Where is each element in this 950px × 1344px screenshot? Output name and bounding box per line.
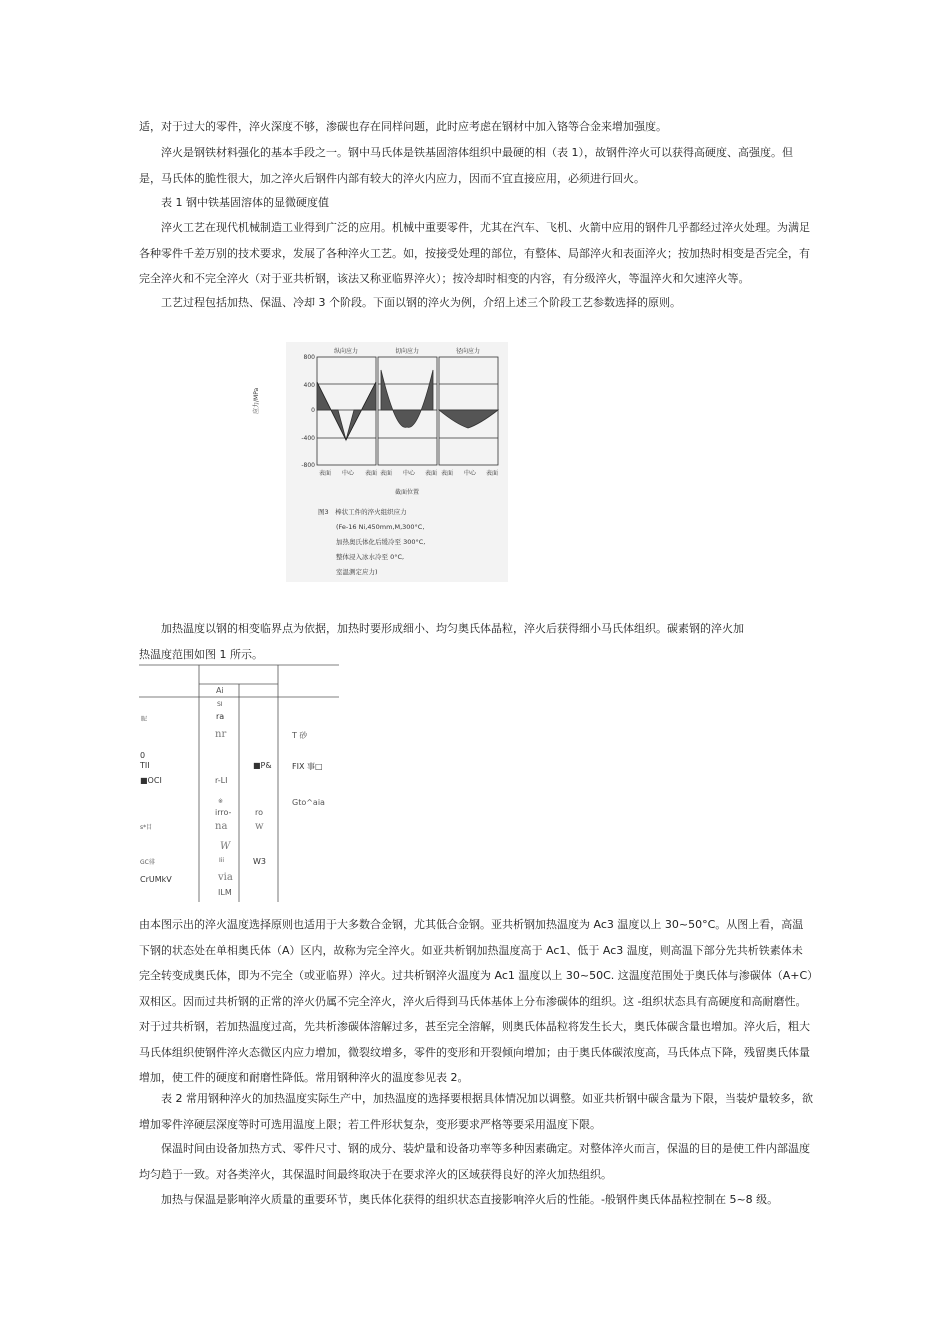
x-axis-label: 截面位置 <box>394 489 420 496</box>
table-cell: GC徘 <box>140 859 155 866</box>
xtick-center-3: 中心 <box>464 470 477 477</box>
table-cell: T 砂 <box>292 731 308 740</box>
table-cell: ILM <box>218 888 232 897</box>
table-cell: r-LI <box>215 776 228 785</box>
xtick-surface-1: 表面 <box>319 470 332 477</box>
figure-caption-2: (Fe-16 Ni,450mm,M,300°C, <box>336 523 425 531</box>
paragraph-2: 淬火是钢铁材料强化的基本手段之一。钢中马氏体是铁基固溶体组织中最硬的相（表 1），故钢件淬火可以获得高硬度、高强度。但是，马氏体的脆性很大，加之淬火后钢件内部有较大的淬火内应力，因而不宜直接应用，必须进行回火。 <box>139 146 793 185</box>
table-cell: SI <box>217 701 223 708</box>
table-cell: ※ <box>218 798 224 805</box>
ytick-0: 0 <box>311 407 315 414</box>
temperature-table <box>139 664 339 902</box>
table-cell: irro- <box>215 808 232 817</box>
paragraph-5a: 加热温度以钢的相变临界点为依据，加热时要形成细小、均匀奥氏体晶粒，淬火后获得细小马氏体组织。碳素钢的淬火加 <box>161 622 744 635</box>
table-cell: ro <box>255 808 264 817</box>
xtick-center-1: 中心 <box>342 470 355 477</box>
figure-caption-4: 整体浸入冰水冷至 0°C, <box>336 553 405 561</box>
panel-title-axial: 纵向应力 <box>333 348 359 355</box>
table-cell: W <box>220 841 231 852</box>
xtick-surface-5: 表面 <box>441 470 454 477</box>
ytick-800: 800 <box>303 354 315 361</box>
ytick-400: 400 <box>303 382 315 389</box>
figure-caption-3: 加热奥氏体化后缓冷至 300°C, <box>336 538 426 546</box>
table-cell: na <box>215 821 228 832</box>
paragraph-1: 适，对于过大的零件，淬火深度不够，渗碳也存在同样问题，此时应考虑在钢材中加入铬等合金来增加强度。 <box>139 120 667 133</box>
figure-caption-5: 室温测定应力) <box>336 568 378 576</box>
paragraph-6: 由本图示出的淬火温度选择原则也适用于大多数合金钢，尤其低合金钢。亚共析钢加热温度为 Ac3 温度以上 30~50°C。从图上看，高温下钢的状态处在单相奥氏体（A）区内，故称为完全淬火。如亚共析钢加热温度高于 Ac1、低于 Ac3 温度，则高温下部分先共析铁素体未完全转变成奥氏体，即为不完全（或亚临界）淬火。过共析钢淬火温度为 Ac1 温度以上 30~50C. 这温度范围处于奥氏体与渗碳体（A+C）双相区。因而过共析钢的正常的淬火仍属不完全淬火，淬火后得到马氏体基体上分布渗碳体的组织。这 -组织状态具有高硬度和高耐磨性。对于过共析钢，若加热温度过高，先共析渗碳体溶解过多，甚至完全溶解，则奥氏体晶粒将发生长大，奥氏体碳含量也增加。淬火后，粗大马氏体组织使钢件淬火态微区内应力增加，微裂纹增多，零件的变形和开裂倾向增加；由于奥氏体碳浓度高，马氏体点下降，残留奥氏体量增加，使工件的硬度和耐磨性降低。常用钢种淬火的温度参见表 2。 <box>139 918 813 1084</box>
paragraph-9: 加热与保温是影响淬火质量的重要环节，奥氏体化获得的组织状态直接影响淬火后的性能。-般钢件奥氏体晶粒控制在 5~8 级。 <box>161 1193 779 1206</box>
table-cell: nr <box>215 729 227 740</box>
paragraph-3: 淬火工艺在现代机械制造工业得到广泛的应用。机械中重要零件，尤其在汽车、飞机、火箭中应用的钢件几乎都经过淬火处理。为满足各种零件千差万别的技术要求，发展了各种淬火工艺。如，按接受处理的部位，有整体、局部淬火和表面淬火；按加热时相变是否完全，有完全淬火和不完全淬火（对于亚共析钢，该法又称亚临界淬火）；按冷却时相变的内容，有分级淬火，等温淬火和欠速淬火等。 <box>139 221 810 285</box>
xtick-surface-3: 表面 <box>380 470 393 477</box>
table1-caption: 表 1 钢中铁基固溶体的显微硬度值 <box>161 196 329 209</box>
table-cell: Ai <box>216 686 224 695</box>
figure-background <box>286 342 508 582</box>
table-cell: 昵 <box>141 716 148 723</box>
table-cell: via <box>218 872 233 883</box>
figure-caption-1: 图3 棒状工件的淬火组织应力 <box>318 508 407 516</box>
panel-title-radial: 径向应力 <box>455 348 481 355</box>
paragraph-7: 表 2 常用钢种淬火的加热温度实际生产中，加热温度的选择要根据具体情况加以调整。如亚共析钢中碳含量为下限，当装炉量较多，欲增加零件淬硬层深度等时可选用温度上限；若工件形状复杂，变形要求严格等要采用温度下限。 <box>139 1092 813 1131</box>
ytick-minus400: -400 <box>301 435 315 442</box>
stress-figure <box>253 342 508 582</box>
table-cell: Iii <box>219 857 225 864</box>
table-cell: s*目 <box>140 824 153 831</box>
table-cell: CrUMkV <box>140 875 172 884</box>
table-grid <box>139 664 339 902</box>
table-cell: FIX 事□ <box>292 762 323 771</box>
paragraph-5b: 热温度范围如图 1 所示。 <box>139 648 263 661</box>
table-cell: W3 <box>253 857 266 866</box>
table-cell: w <box>255 821 264 832</box>
table-cell: ■OCI <box>140 776 162 785</box>
table-cell: ra <box>216 712 225 721</box>
xtick-surface-6: 表面 <box>486 470 499 477</box>
y-axis-label: 应力/MPa <box>253 387 260 414</box>
ytick-minus800: -800 <box>301 462 315 469</box>
xtick-surface-2: 表面 <box>365 470 378 477</box>
xtick-center-2: 中心 <box>403 470 416 477</box>
table-cell: 0 <box>140 751 146 760</box>
paragraph-8: 保温时间由设备加热方式、零件尺寸、钢的成分、装炉量和设备功率等多种因素确定。对整体淬火而言，保温的目的是使工件内部温度均匀趋于一致。对各类淬火，其保温时间最终取决于在要求淬火的区域获得良好的淬火加热组织。 <box>139 1142 810 1181</box>
panel-title-tangential: 切向应力 <box>394 348 420 355</box>
paragraph-4: 工艺过程包括加热、保温、冷却 3 个阶段。下面以钢的淬火为例，介绍上述三个阶段工艺参数选择的原则。 <box>161 296 681 309</box>
table-cell: TII <box>140 761 150 770</box>
table-cell: ■P& <box>253 761 272 770</box>
xtick-surface-4: 表面 <box>425 470 438 477</box>
table-cell: Gto^aia <box>292 798 325 807</box>
